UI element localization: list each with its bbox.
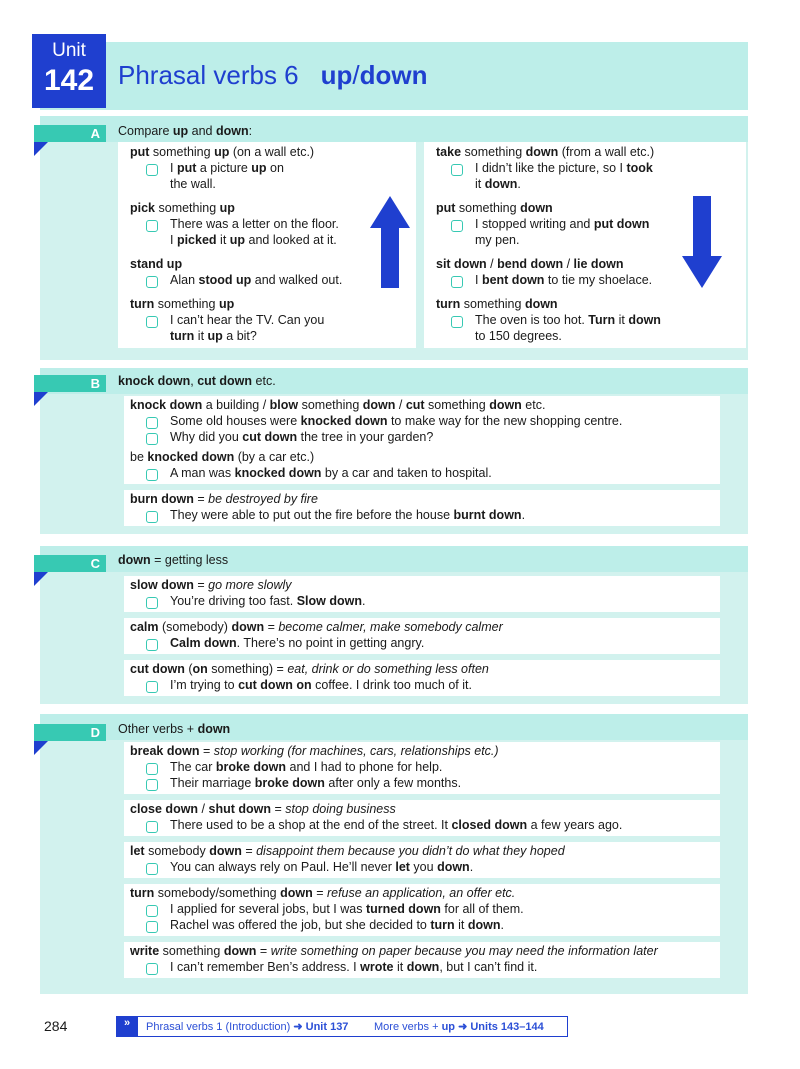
example-sentence: Calm down. There’s no point in getting angry.	[170, 636, 425, 650]
example-sentence: I bent down to tie my shoelace.	[475, 273, 653, 287]
example-sentence: Rachel was offered the job, but she decided to turn it down.	[170, 918, 504, 932]
section-d-tab: D	[34, 724, 106, 741]
section-b-tab: B	[34, 375, 106, 392]
example-bullet-icon	[146, 469, 158, 481]
example-bullet-icon	[146, 905, 158, 917]
example-sentence: I can’t hear the TV. Can you	[170, 313, 325, 327]
entry-heading: calm (somebody) down = become calmer, make somebody calmer	[130, 620, 503, 634]
example-sentence: I stopped writing and put down	[475, 217, 650, 231]
title-kw-up: up	[320, 60, 353, 90]
example-sentence: the wall.	[170, 177, 216, 191]
entry-heading: slow down = go more slowly	[130, 578, 292, 592]
entry-heading: sit down / bend down / lie down	[436, 257, 624, 271]
example-bullet-icon	[451, 220, 463, 232]
example-sentence: The car broke down and I had to phone for help.	[170, 760, 443, 774]
example-bullet-icon	[146, 433, 158, 445]
entry-heading: take something down (from a wall etc.)	[436, 145, 655, 159]
example-sentence: There used to be a shop at the end of the street. It closed down a few years ago.	[170, 818, 623, 832]
entry-heading: pick something up	[130, 201, 235, 215]
example-sentence: I’m trying to cut down on coffee. I drink too much of it.	[170, 678, 472, 692]
example-sentence: They were able to put out the fire before the house burnt down.	[170, 508, 526, 522]
entry-heading: break down = stop working (for machines, cars, relationships etc.)	[130, 744, 499, 758]
section-d-title: Other verbs + down	[118, 722, 231, 736]
example-sentence: You can always rely on Paul. He’ll never let you down.	[170, 860, 474, 874]
example-sentence: The oven is too hot. Turn it down	[475, 313, 661, 327]
example-sentence: There was a letter on the floor.	[170, 217, 339, 231]
example-sentence: I put a picture up on	[170, 161, 284, 175]
title-kw-slash: /	[352, 60, 360, 90]
example-sentence: my pen.	[475, 233, 520, 247]
entry-heading: turn something down	[436, 297, 558, 311]
example-bullet-icon	[451, 276, 463, 288]
entry-heading: let somebody down = disappoint them because you didn’t do what they hoped	[130, 844, 565, 858]
up-arrow-icon	[366, 194, 414, 290]
example-bullet-icon	[451, 164, 463, 176]
example-sentence: Alan stood up and walked out.	[170, 273, 343, 287]
example-bullet-icon	[146, 963, 158, 975]
section-a-tab: A	[34, 125, 106, 142]
entry-heading: write something down = write something on paper because you may need the information later	[130, 944, 658, 958]
entry-heading: knock down a building / blow something down / cut something down etc.	[130, 398, 546, 412]
section-a-intro: Compare up and down:	[118, 124, 253, 138]
title-text: Phrasal verbs 6	[118, 60, 299, 90]
section-c-title: down = getting less	[118, 553, 229, 567]
example-sentence: I picked it up and looked at it.	[170, 233, 337, 247]
example-sentence: Their marriage broke down after only a few months.	[170, 776, 462, 790]
example-bullet-icon	[146, 164, 158, 176]
entry-heading: turn something up	[130, 297, 235, 311]
title-kw-down: down	[359, 60, 428, 90]
example-bullet-icon	[146, 316, 158, 328]
example-sentence: I didn’t like the picture, so I took	[475, 161, 653, 175]
entry-heading: put something down	[436, 201, 553, 215]
example-bullet-icon	[146, 821, 158, 833]
example-sentence: turn it up a bit?	[170, 329, 257, 343]
unit-number: 142	[43, 64, 95, 97]
section-c-marker	[34, 572, 48, 586]
section-b-marker	[34, 392, 48, 406]
example-bullet-icon	[146, 863, 158, 875]
cross-ref-2[interactable]: More verbs + up ➜ Units 143–144	[374, 1021, 544, 1033]
section-d-marker	[34, 741, 48, 755]
entry-heading: close down / shut down = stop doing business	[130, 802, 396, 816]
example-sentence: I applied for several jobs, but I was turned down for all of them.	[170, 902, 524, 916]
example-bullet-icon	[146, 417, 158, 429]
cross-reference-arrow-icon: »	[116, 1016, 138, 1037]
entry-heading: burn down = be destroyed by fire	[130, 492, 318, 506]
unit-badge	[32, 34, 106, 108]
example-bullet-icon	[451, 316, 463, 328]
example-sentence: Some old houses were knocked down to make way for the new shopping centre.	[170, 414, 623, 428]
entry-heading: cut down (on something) = eat, drink or do something less often	[130, 662, 489, 676]
example-bullet-icon	[146, 921, 158, 933]
page-number: 284	[44, 1018, 68, 1034]
example-bullet-icon	[146, 681, 158, 693]
unit-word: Unit	[52, 40, 86, 61]
example-sentence: You’re driving too fast. Slow down.	[170, 594, 366, 608]
example-sentence: A man was knocked down by a car and taken to hospital.	[170, 466, 492, 480]
title-keywords	[321, 60, 428, 90]
example-bullet-icon	[146, 276, 158, 288]
example-sentence: I can’t remember Ben’s address. I wrote it down, but I can’t find it.	[170, 960, 538, 974]
unit-title	[118, 60, 428, 91]
entry-heading: stand up	[130, 257, 183, 271]
section-b-title: knock down, cut down etc.	[118, 374, 276, 388]
down-arrow-icon	[678, 194, 726, 290]
example-bullet-icon	[146, 511, 158, 523]
cross-ref-1[interactable]: Phrasal verbs 1 (Introduction) ➜ Unit 137	[146, 1021, 349, 1033]
example-sentence: to 150 degrees.	[475, 329, 562, 343]
example-sentence: Why did you cut down the tree in your garden?	[170, 430, 434, 444]
example-bullet-icon	[146, 763, 158, 775]
example-sentence: it down.	[475, 177, 521, 191]
example-bullet-icon	[146, 597, 158, 609]
section-a-marker	[34, 142, 48, 156]
example-bullet-icon	[146, 220, 158, 232]
entry-heading: turn somebody/something down = refuse an application, an offer etc.	[130, 886, 516, 900]
example-bullet-icon	[146, 639, 158, 651]
entry-heading: be knocked down (by a car etc.)	[130, 450, 315, 464]
section-c-tab: C	[34, 555, 106, 572]
example-bullet-icon	[146, 779, 158, 791]
entry-heading: put something up (on a wall etc.)	[130, 145, 315, 159]
